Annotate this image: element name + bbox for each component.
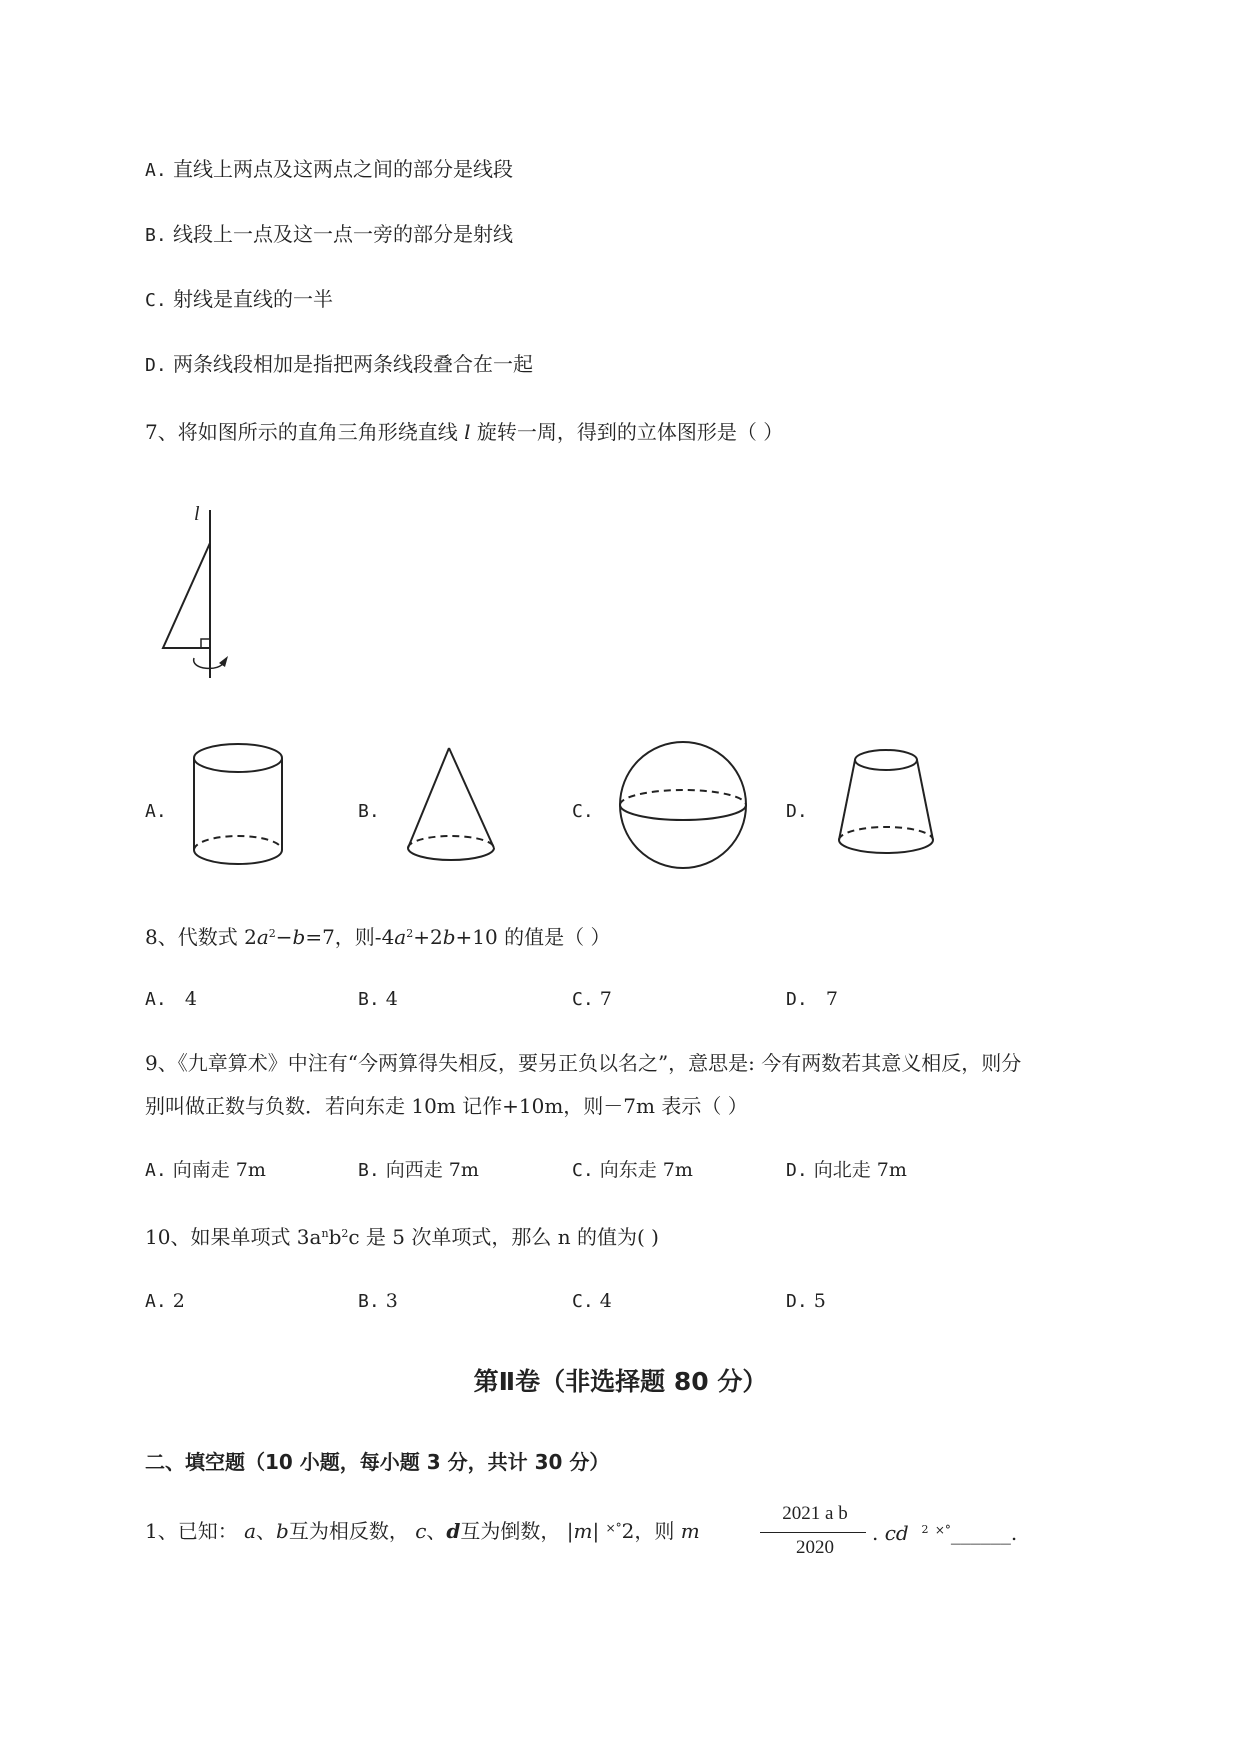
q9-option-c: C. 向东走 7m	[572, 1159, 693, 1181]
section-subtitle: 二、填空题（10 小题，每小题 3 分，共计 30 分）	[145, 1450, 610, 1474]
section-title: 第Ⅱ卷（非选择题 80 分）	[473, 1367, 768, 1396]
q6-option-c: C. 射线是直线的一半	[145, 287, 334, 311]
q7-option-a-label: A.	[145, 801, 167, 822]
fill-question-1-tail: . cd $^2$ ×°______.	[872, 1521, 1018, 1545]
q10-option-d: D. 5	[786, 1290, 826, 1312]
q10-option-a: A. 2	[145, 1290, 185, 1312]
right-triangle-figure	[150, 500, 240, 690]
q10-option-c: C. 4	[572, 1290, 612, 1312]
q9-option-b: B. 向西走 7m	[358, 1159, 479, 1181]
q9-option-d: D. 向北走 7m	[786, 1159, 907, 1181]
cone-figure	[404, 740, 504, 870]
q7-stem: 7、将如图所示的直角三角形绕直线 l 旋转一周，得到的立体图形是（ ）	[145, 420, 784, 444]
fill-question-1: 1、已知： a、b互为相反数， c、d互为倒数， |m| ×°2，则 m	[145, 1519, 700, 1543]
q6-option-a: A. 直线上两点及这两点之间的部分是线段	[145, 157, 514, 181]
q10-stem: 10、如果单项式 $3a^nb^2c$ 是 5 次单项式，那么 n 的值为( )	[145, 1225, 659, 1249]
q8-option-d: D. 7	[786, 988, 838, 1010]
q8-stem: 8、代数式 $2a^2-b=7$，则$-4a^2+2b+10$ 的值是（ ）	[145, 925, 611, 949]
fraction-numerator: 2021 a b	[782, 1503, 848, 1524]
q10-option-b: B. 3	[358, 1290, 398, 1312]
q7-option-c-label: C.	[572, 801, 594, 822]
axis-label-l: l	[194, 503, 200, 525]
q9-stem-line2: 别叫做正数与负数．若向东走 10m 记作+10m，则－7m 表示（ ）	[145, 1094, 748, 1118]
q7-option-d-label: D.	[786, 801, 808, 822]
q8-option-c: C. 7	[572, 988, 612, 1010]
frustum-figure	[834, 746, 944, 866]
q8-option-a: A. 4	[145, 988, 197, 1010]
q6-option-d: D. 两条线段相加是指把两条线段叠合在一起	[145, 352, 534, 376]
fraction-denominator: 2020	[796, 1537, 834, 1558]
q9-option-a: A. 向南走 7m	[145, 1159, 266, 1181]
sphere-figure	[616, 738, 756, 878]
fraction-bar	[760, 1532, 866, 1533]
q6-option-b: B. 线段上一点及这一点一旁的部分是射线	[145, 222, 514, 246]
cylinder-figure	[190, 740, 290, 870]
q7-option-b-label: B.	[358, 801, 380, 822]
q8-option-b: B. 4	[358, 988, 398, 1010]
q9-stem-line1: 9、《九章算术》中注有“今两算得失相反，要另正负以名之”，意思是: 今有两数若其意义相反，则分	[145, 1051, 1022, 1075]
